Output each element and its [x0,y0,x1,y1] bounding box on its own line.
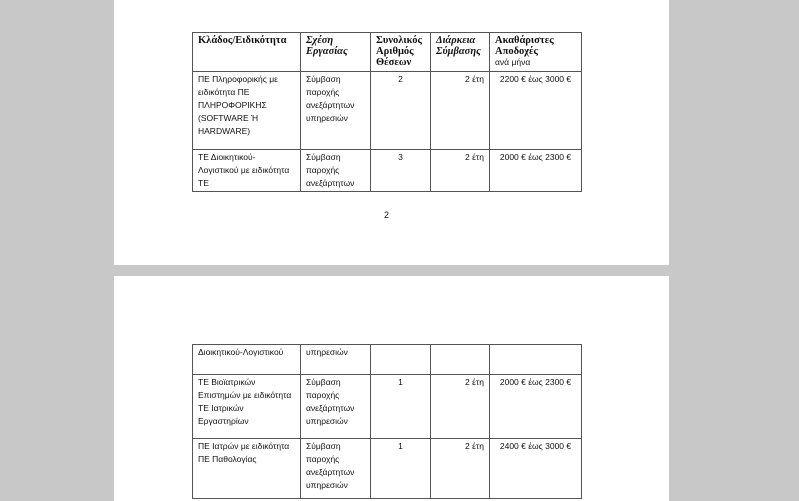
cell-duration [431,345,490,375]
positions-table [192,32,582,192]
cell-specialty: Διοικητικού-Λογιστικού [193,345,301,375]
table-row [193,345,582,375]
table-row [193,439,582,499]
cell-pay: 2200 € έως 3000 € [490,72,582,150]
header-relation [301,33,371,72]
cell-specialty: ΠΕ Ιατρών με ειδικότητα ΠΕ Παθολογίας [193,439,301,499]
cell-pay [490,345,582,375]
cell-specialty: ΤΕ Διοικητικού-Λογιστικού με ειδικότητα ΤΕ [193,150,301,192]
table-header-row [193,33,582,72]
header-relation-label: Σχέση Εργασίας [306,35,348,57]
cell-relation: Σύμβαση παροχής ανεξάρτητων υπηρεσιών [301,72,371,150]
cell-duration: 2 έτη [431,375,490,439]
table-row [193,72,582,150]
cell-duration: 2 έτη [431,439,490,499]
cell-relation: υπηρεσιών [301,345,371,375]
cell-specialty: ΠΕ Πληροφορικής με ειδικότητα ΠΕ ΠΛΗΡΟΦΟΡΙΚΗΣ (SOFTWARE Ή HARDWARE) [193,72,301,150]
cell-positions: 1 [371,439,431,499]
cell-relation: Σύμβαση παροχής ανεξάρτητων υπηρεσιών [301,375,371,439]
header-pay-sub: ανά μήνα [495,57,531,67]
cell-pay: 2000 € έως 2300 € [490,375,582,439]
table-row [193,375,582,439]
document-page-2 [114,276,669,501]
cell-positions: 3 [371,150,431,192]
cell-duration: 2 έτη [431,72,490,150]
header-pay-label: Ακαθάριστες Αποδοχές [495,35,554,57]
cell-positions: 1 [371,375,431,439]
header-duration-label: Διάρκεια Σύμβασης [436,35,481,57]
cell-positions: 2 [371,72,431,150]
header-pay [490,33,582,72]
cell-pay: 2400 € έως 3000 € [490,439,582,499]
cell-relation: Σύμβαση παροχής ανεξάρτητων υπηρεσιών [301,439,371,499]
document-page-1 [114,0,669,265]
table-row [193,150,582,192]
cell-specialty: ΤΕ Βιοϊατρικών Επιστημών με ειδικότητα ΤΕ Ιατρικών Εργαστηρίων [193,375,301,439]
header-specialty: Κλάδος/Ειδικότητα [193,33,301,72]
cell-relation: Σύμβαση παροχής ανεξάρτητων [301,150,371,192]
header-duration [431,33,490,72]
page-number: 2 [384,210,390,220]
cell-duration: 2 έτη [431,150,490,192]
cell-positions [371,345,431,375]
positions-table-continued [192,344,582,499]
header-positions: Συνολικός Αριθμός Θέσεων [371,33,431,72]
cell-pay: 2000 € έως 2300 € [490,150,582,192]
